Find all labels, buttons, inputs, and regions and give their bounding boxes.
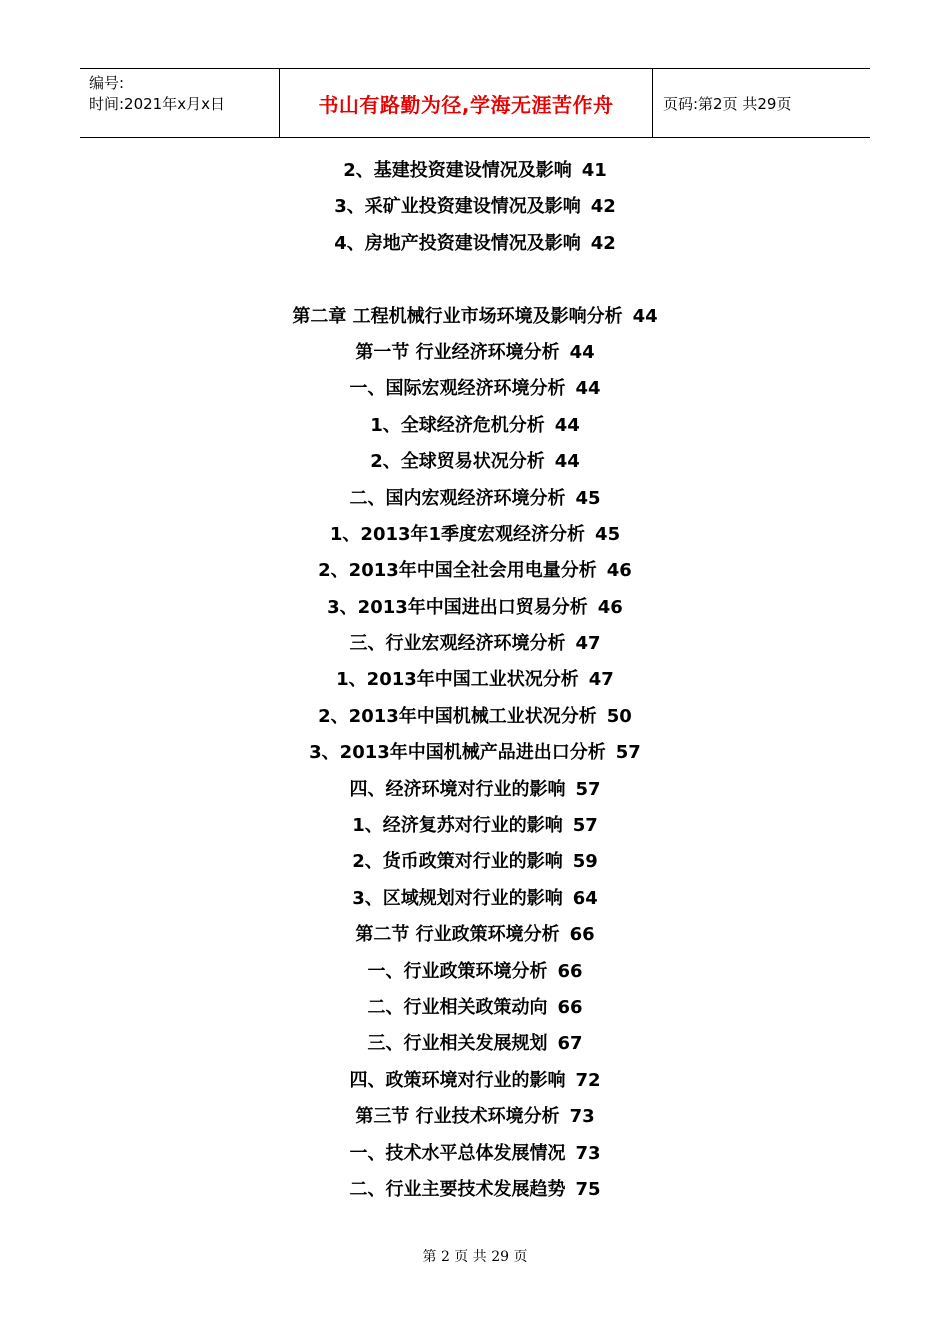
toc-entry bbox=[0, 735, 950, 771]
toc-entry bbox=[0, 772, 950, 808]
header-page-info: 页码:第2页 共29页 bbox=[663, 94, 792, 113]
toc-entry bbox=[0, 153, 950, 189]
toc-entry-title: 二、国内宏观经济环境分析 bbox=[349, 487, 566, 509]
toc-entry-page: 64 bbox=[572, 887, 598, 909]
toc-entry bbox=[0, 553, 950, 589]
toc-entry-title: 2、全球贸易状况分析 bbox=[370, 451, 545, 473]
toc-entry-page: 66 bbox=[557, 996, 583, 1018]
toc-entry-page: 44 bbox=[554, 451, 580, 473]
toc-entry-page: 66 bbox=[569, 924, 595, 946]
document-time-label: 时间:2021年x月x日 bbox=[89, 95, 225, 113]
toc-entry-page: 44 bbox=[569, 341, 595, 363]
toc-entry-page: 67 bbox=[557, 1033, 583, 1055]
toc-entry-title: 三、行业相关发展规划 bbox=[367, 1033, 548, 1055]
toc-entry-page: 57 bbox=[572, 815, 598, 837]
toc-entry-title: 第二章 工程机械行业市场环境及影响分析 bbox=[292, 305, 623, 327]
toc-entry-page: 47 bbox=[588, 669, 614, 691]
toc-entry-page: 73 bbox=[569, 1106, 595, 1128]
toc-entry-title: 第一节 行业经济环境分析 bbox=[355, 341, 560, 363]
toc-entry bbox=[0, 917, 950, 953]
toc-entry-page: 44 bbox=[632, 305, 658, 327]
toc-spacer bbox=[0, 262, 950, 298]
toc-entry-title: 2、2013年中国全社会用电量分析 bbox=[318, 560, 597, 582]
toc-entry bbox=[0, 1136, 950, 1172]
toc-entry bbox=[0, 990, 950, 1026]
toc-entry bbox=[0, 844, 950, 880]
toc-entry-title: 四、经济环境对行业的影响 bbox=[349, 778, 566, 800]
toc-entry bbox=[0, 408, 950, 444]
toc-entry-page: 42 bbox=[590, 232, 616, 254]
toc-entry-title: 2、基建投资建设情况及影响 bbox=[343, 160, 572, 181]
toc-entry bbox=[0, 1063, 950, 1099]
toc-entry bbox=[0, 954, 950, 990]
toc-entry-page: 45 bbox=[575, 487, 601, 509]
toc-entry-title: 三、行业宏观经济环境分析 bbox=[349, 633, 566, 655]
table-of-contents bbox=[0, 153, 950, 1208]
toc-entry-title: 一、行业政策环境分析 bbox=[367, 960, 548, 982]
toc-entry-page: 46 bbox=[597, 596, 623, 618]
toc-entry-title: 3、采矿业投资建设情况及影响 bbox=[334, 196, 581, 218]
toc-entry bbox=[0, 371, 950, 407]
toc-entry-title: 第二节 行业政策环境分析 bbox=[355, 924, 560, 946]
toc-entry bbox=[0, 517, 950, 553]
toc-entry bbox=[0, 226, 950, 262]
toc-entry bbox=[0, 1172, 950, 1208]
toc-entry-page: 66 bbox=[557, 960, 583, 982]
toc-entry-title: 3、区域规划对行业的影响 bbox=[352, 887, 563, 909]
toc-entry-title: 二、行业相关政策动向 bbox=[367, 996, 548, 1018]
header-left-cell bbox=[80, 69, 280, 137]
toc-entry-title: 3、2013年中国进出口贸易分析 bbox=[327, 596, 588, 618]
toc-entry-page: 41 bbox=[581, 160, 607, 181]
toc-entry bbox=[0, 1099, 950, 1135]
toc-entry-page: 72 bbox=[575, 1069, 601, 1091]
toc-entry-page: 59 bbox=[572, 851, 598, 873]
toc-entry-page: 50 bbox=[606, 705, 632, 727]
toc-entry-page: 45 bbox=[595, 523, 621, 545]
toc-entry-page: 57 bbox=[615, 742, 641, 764]
page-header bbox=[80, 68, 870, 138]
toc-entry-title: 4、房地产投资建设情况及影响 bbox=[334, 232, 581, 254]
document-number-label: 编号: bbox=[89, 74, 125, 92]
toc-entry bbox=[0, 590, 950, 626]
toc-entry-title: 二、行业主要技术发展趋势 bbox=[349, 1178, 566, 1200]
toc-entry-title: 2、货币政策对行业的影响 bbox=[352, 851, 563, 873]
toc-entry bbox=[0, 481, 950, 517]
toc-entry-title: 1、全球经济危机分析 bbox=[370, 414, 545, 436]
toc-entry-page: 44 bbox=[575, 378, 601, 400]
toc-entry-page: 42 bbox=[590, 196, 616, 218]
toc-entry-title: 一、国际宏观经济环境分析 bbox=[349, 378, 566, 400]
toc-entry-title: 第三节 行业技术环境分析 bbox=[355, 1106, 560, 1128]
toc-entry bbox=[0, 444, 950, 480]
toc-entry-title: 1、经济复苏对行业的影响 bbox=[352, 815, 563, 837]
toc-entry-page: 46 bbox=[606, 560, 632, 582]
toc-entry bbox=[0, 1026, 950, 1062]
toc-entry-page: 44 bbox=[554, 414, 580, 436]
toc-entry-title: 2、2013年中国机械工业状况分析 bbox=[318, 705, 597, 727]
toc-entry bbox=[0, 335, 950, 371]
toc-entry-page: 73 bbox=[575, 1142, 601, 1164]
toc-entry-page: 75 bbox=[575, 1178, 601, 1200]
toc-entry-title: 1、2013年1季度宏观经济分析 bbox=[329, 523, 586, 545]
header-motto: 书山有路勤为径,学海无涯苦作舟 bbox=[280, 69, 653, 137]
toc-entry bbox=[0, 808, 950, 844]
toc-entry bbox=[0, 699, 950, 735]
toc-entry-page: 47 bbox=[575, 633, 601, 655]
page-footer: 第 2 页 共 29 页 bbox=[422, 1249, 528, 1265]
toc-entry bbox=[0, 299, 950, 335]
toc-entry bbox=[0, 626, 950, 662]
toc-entry-title: 四、政策环境对行业的影响 bbox=[349, 1069, 566, 1091]
toc-entry-page: 57 bbox=[575, 778, 601, 800]
toc-entry bbox=[0, 189, 950, 225]
toc-entry bbox=[0, 881, 950, 917]
toc-entry bbox=[0, 662, 950, 698]
toc-entry-title: 3、2013年中国机械产品进出口分析 bbox=[309, 742, 606, 764]
toc-entry-title: 1、2013年中国工业状况分析 bbox=[336, 669, 579, 691]
toc-entry-title: 一、技术水平总体发展情况 bbox=[349, 1142, 566, 1164]
